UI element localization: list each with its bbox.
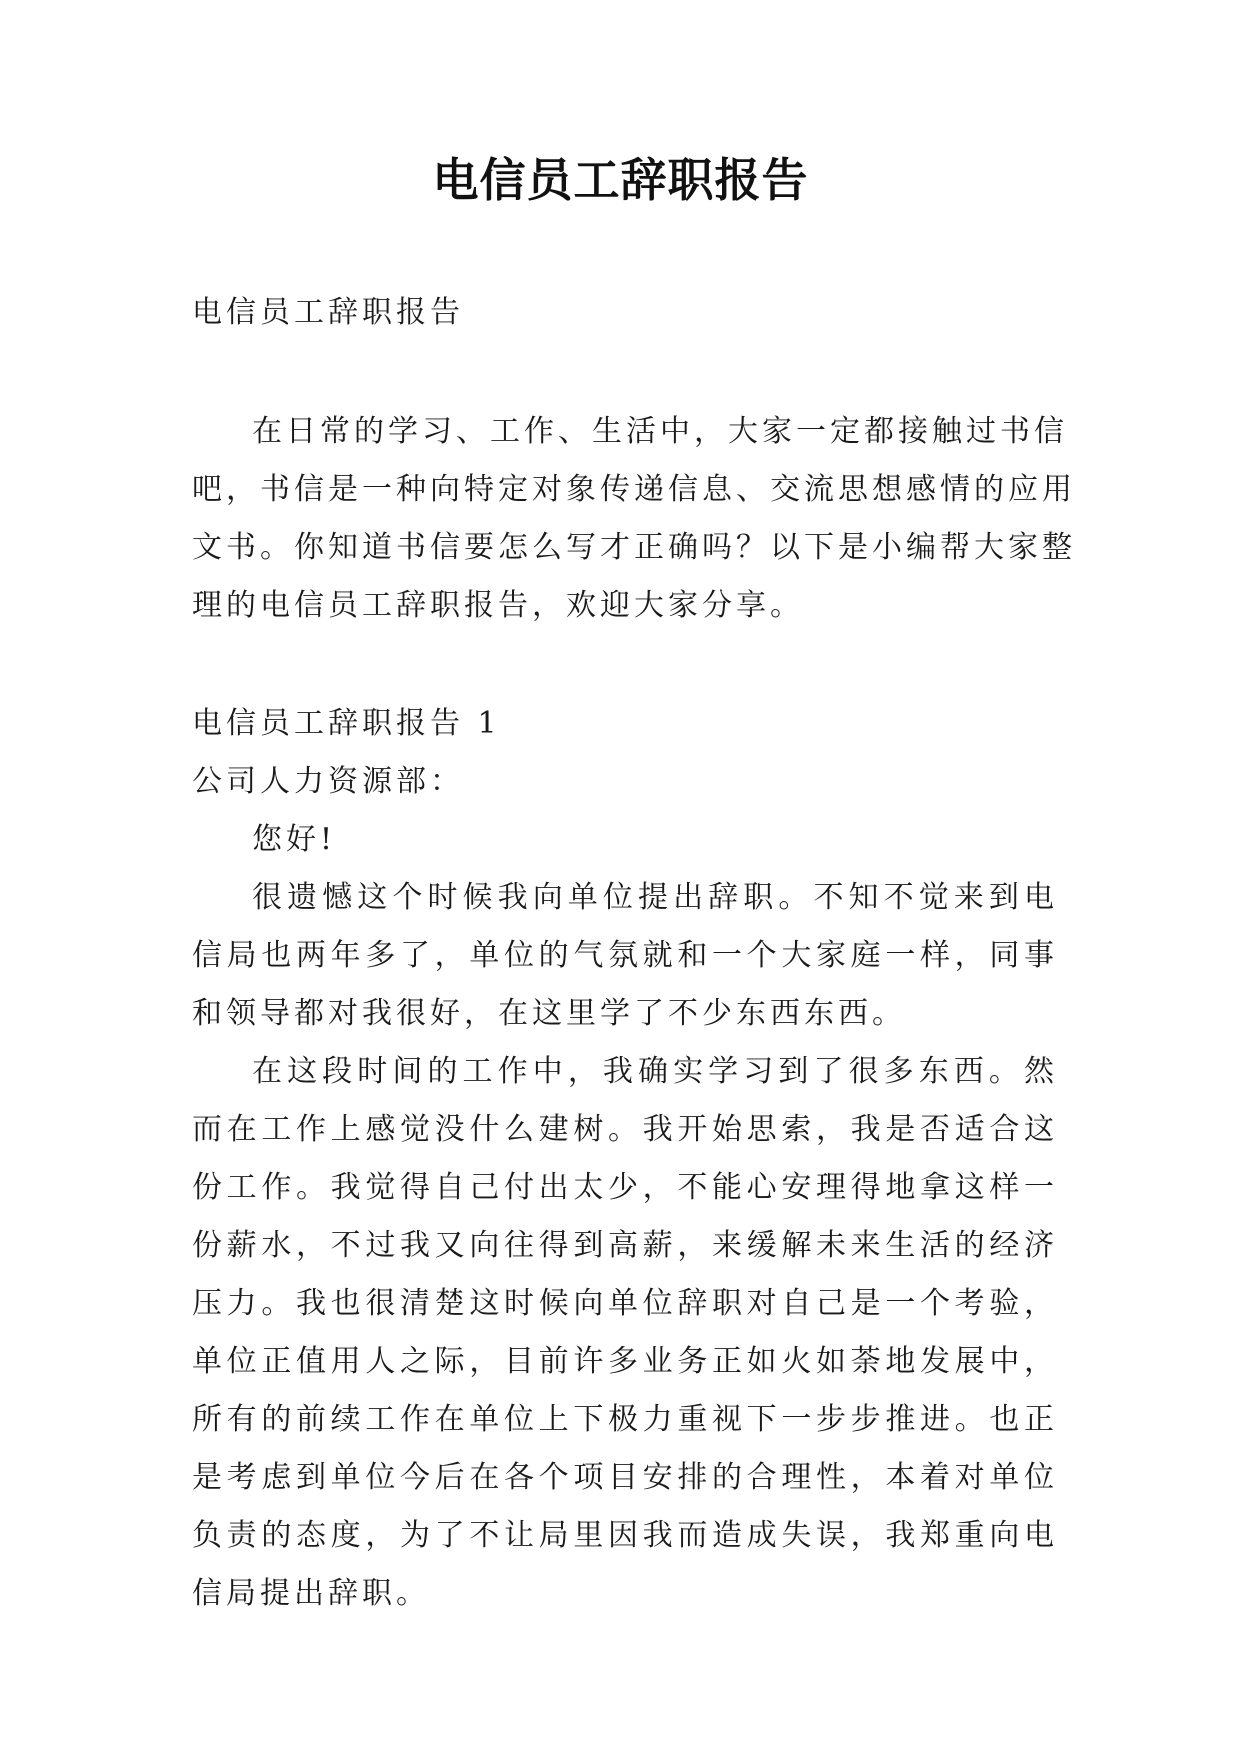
intro-line: 理的电信员工辞职报告，欢迎大家分享。 bbox=[192, 588, 804, 623]
letter-body bbox=[192, 695, 1058, 1623]
intro-line: 文书。你知道书信要怎么写才正确吗？以下是小编帮大家整 bbox=[192, 530, 1076, 565]
intro-paragraph bbox=[192, 403, 1076, 635]
document-subtitle: 电信员工辞职报告 bbox=[192, 295, 464, 330]
letter-greeting: 您好! bbox=[252, 822, 337, 857]
letter-paragraph: 在这段时间的工作中，我确实学习到了很多东西。然而在工作上感觉没什么建树。我开始思索，我是否适合这份工作。我觉得自己付出太少，不能心安理得地拿这样一份薪水，不过我又向往得到高薪，来缓解未来生活的经济压力。我也很清楚这时候向单位辞职对自己是一个考验，单位正值用人之际，目前许多业务正如火如荼地发展中，所有的前续工作在单位上下极力重视下一步步推进。也正是考虑到单位今后在各个项目安排的合理性，本着对单位负责的态度，为了不让局里因我而造成失误，我郑重向电信局提出辞职。 bbox=[192, 1054, 1058, 1611]
section-heading: 电信员工辞职报告 1 bbox=[192, 706, 501, 741]
document-subtitle-block bbox=[192, 284, 1058, 342]
letter-paragraph: 很遗憾这个时候我向单位提出辞职。不知不觉来到电信局也两年多了，单位的气氛就和一个大家庭一样，同事和领导都对我很好，在这里学了不少东西东西。 bbox=[192, 880, 1058, 1031]
letter-recipient: 公司人力资源部： bbox=[192, 764, 464, 799]
intro-line: 吧，书信是一种向特定对象传递信息、交流思想感情的应用 bbox=[192, 472, 1076, 507]
intro-line: 在日常的学习、工作、生活中，大家一定都接触过书信 bbox=[252, 414, 1068, 449]
document-title: 电信员工辞职报告 bbox=[432, 153, 809, 207]
